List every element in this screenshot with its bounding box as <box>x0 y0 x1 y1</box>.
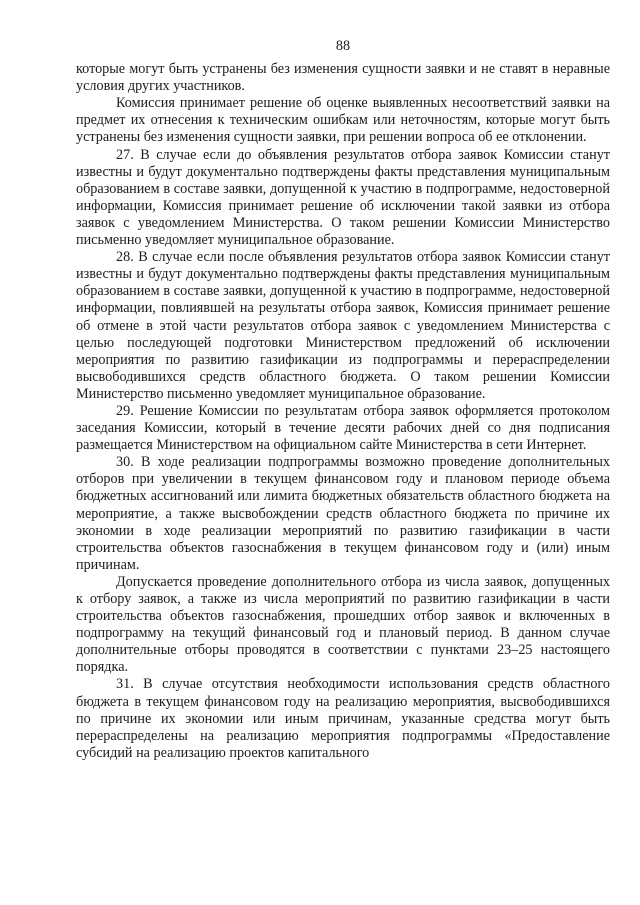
paragraph: которые могут быть устранены без изменения сущности заявки и не ставят в неравные условия других участников. <box>76 61 610 95</box>
paragraph: 29. Решение Комиссии по результатам отбора заявок оформляется протоколом заседания Комиссии, который в течение десяти рабочих дней со дня подписания размещается Министерством на официальном сайте Министерства в сети Интернет. <box>76 402 610 454</box>
paragraph: 28. В случае если после объявления результатов отбора заявок Комиссии станут известны и будут документально подтверждены факты представления муниципальным образованием в составе заявки, допущенной к участию в подпрограмме, недостоверной информации, повлиявшей на результаты отбора заявок, Комиссия принимает решение об отмене в этой части результатов отбора заявок с уведомлением Министерства с целью последующей подготовки Министерством предложений об исключении мероприятия по развитию газификации из подпрограммы и перераспределении высвободившихся средств областного бюджета. О таком решении Комиссии Министерство письменно уведомляет муниципальное образование. <box>76 249 610 402</box>
page-number: 88 <box>335 38 351 54</box>
document-body <box>76 61 610 762</box>
paragraph: 31. В случае отсутствия необходимости использования средств областного бюджета в текущем финансовом году на реализацию мероприятия, высвободившихся по причине их экономии или иным причинам, указанные средства могут быть перераспределены на реализацию мероприятия подпрограммы «Предоставление субсидий на реализацию проектов капитального <box>76 676 610 761</box>
paragraph: Комиссия принимает решение об оценке выявленных несоответствий заявки на предмет их отнесения к техническим ошибкам или неточностям, которые могут быть устранены без изменения сущности заявки, при решении вопроса об ее отклонении. <box>76 95 610 146</box>
document-page <box>76 38 610 762</box>
paragraph: 30. В ходе реализации подпрограммы возможно проведение дополнительных отборов при увеличении в текущем финансовом году и плановом периоде объема бюджетных ассигнований или лимита бюджетных обязательств областного бюджета на мероприятие, а также высвобождении средств областного бюджета по причине их экономии в ходе реализации мероприятий по развитию газификации в части строительства объектов газоснабжения в текущем финансовом году и (или) иным причинам. <box>76 454 610 573</box>
paragraph: 27. В случае если до объявления результатов отбора заявок Комиссии станут известны и будут документально подтверждены факты представления муниципальным образованием в составе заявки, допущенной к участию в подпрограмме, недостоверной информации, Комиссия принимает решение об исключении такой заявки из отбора заявок с уведомлением Министерства. О таком решении Комиссии Министерство письменно уведомляет муниципальное образование. <box>76 146 610 249</box>
paragraph: Допускается проведение дополнительного отбора из числа заявок, допущенных к отбору заявок, а также из числа мероприятий по развитию газификации в части строительства объектов газоснабжения, прошедших отбор заявок и включенных в подпрограмму на текущий финансовый год и плановый период. В данном случае дополнительные отборы проводятся в соответствии с пунктами 23–25 настоящего порядка. <box>76 573 610 676</box>
